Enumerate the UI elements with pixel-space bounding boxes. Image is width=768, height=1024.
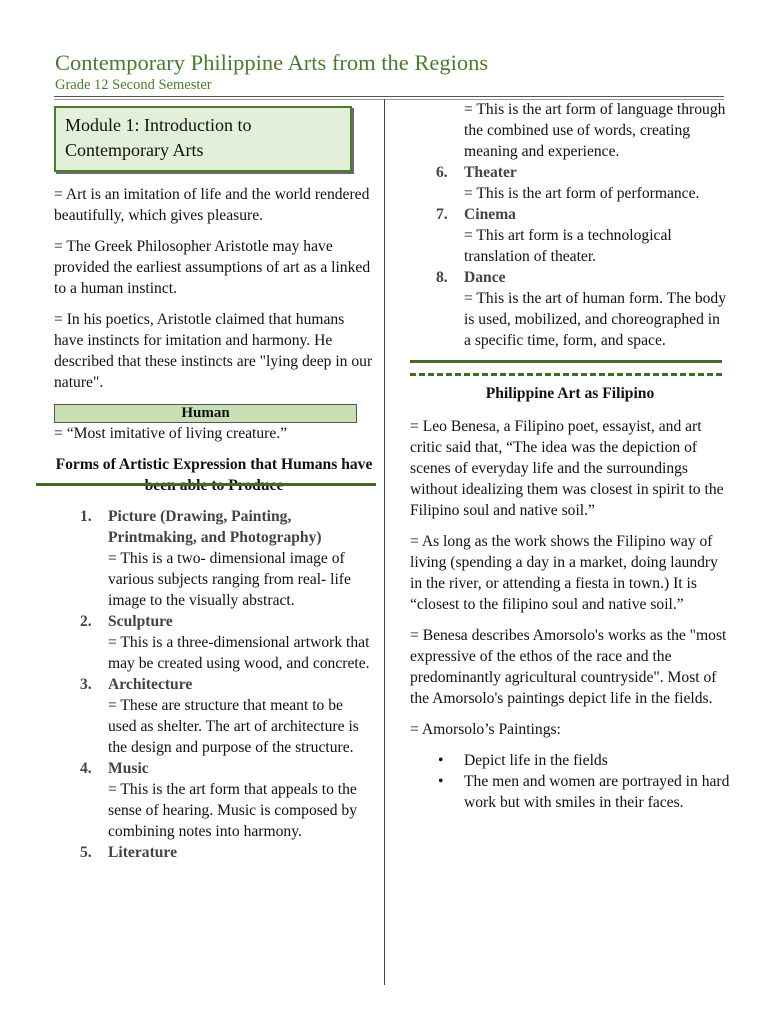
art-form-name: Sculpture — [108, 613, 173, 630]
list-item — [54, 842, 374, 863]
left-column — [54, 106, 374, 863]
art-form-description: = These are structure that meant to be used as shelter. The art of architecture is the design and purpose of the structure. — [108, 697, 359, 756]
right-column — [410, 99, 730, 813]
paragraph-poetics: = In his poetics, Aristotle claimed that humans have instincts for imitation and harmony. He described that these instincts are "lying deep in our nature". — [54, 311, 373, 391]
document-subtitle: Grade 12 Second Semester — [55, 77, 212, 93]
section-heading: Philippine Art as Filipino — [485, 385, 655, 402]
document-title: Contemporary Philippine Arts from the Regions — [55, 50, 489, 75]
bullet-text: The men and women are portrayed in hard work but with smiles in their faces. — [464, 773, 730, 811]
art-form-name: Theater — [464, 164, 517, 181]
list-item — [54, 611, 374, 674]
list-item — [410, 162, 730, 204]
module-title-box — [54, 106, 352, 172]
paragraph-aristotle: = The Greek Philosopher Aristotle may have provided the earliest assumptions of art as a linked to a human instinct. — [54, 238, 371, 297]
section-rule — [410, 360, 722, 363]
human-label: Human — [181, 405, 230, 421]
paragraph-filipino-living: = As long as the work shows the Filipino way of living (spending a day in a market, doing laundry in the river, or attending a fiesta in town.) It is “closest to the filipino soul and native soil.” — [410, 533, 718, 613]
list-number: 6. — [436, 164, 448, 181]
green-strike-line — [36, 483, 376, 486]
art-form-description: = This is the art of human form. The body is used, mobilized, and choreographed in a specific time, form, and space. — [464, 290, 727, 349]
human-description: = “Most imitative of living creature.” — [54, 425, 288, 442]
art-forms-list-continued — [410, 162, 730, 351]
art-form-name: Cinema — [464, 206, 516, 223]
list-item — [54, 758, 374, 842]
paintings-bullet-list — [410, 750, 730, 813]
human-label-bar — [54, 404, 357, 423]
list-item — [410, 750, 730, 771]
forms-heading-block — [54, 454, 374, 498]
art-form-name: Architecture — [108, 676, 193, 693]
list-number: 7. — [436, 206, 448, 223]
bullet-icon: • — [438, 773, 444, 790]
art-forms-list — [54, 506, 374, 863]
list-item — [410, 204, 730, 267]
paragraph-benesa: = Leo Benesa, a Filipino poet, essayist, and art critic said that, “The idea was the depiction of scenes of everyday life and the surroundings without idealizing them was closest in spirit to the Filipino soul and native soil.” — [410, 418, 724, 519]
bullet-text: Depict life in the fields — [464, 752, 608, 769]
column-divider — [384, 99, 385, 985]
paragraph-amorsolo: = Benesa describes Amorsolo's works as the "most expressive of the ethos of the race and the predominantly agricultural countryside". Most of the Amorsolo's paintings depict life in the fields. — [410, 627, 727, 707]
list-number: 1. — [80, 508, 92, 525]
art-form-description: = This is the art form of performance. — [464, 185, 700, 202]
list-item — [410, 267, 730, 351]
section-dashed-rule — [410, 373, 722, 376]
paragraph-art-imitation: = Art is an imitation of life and the world rendered beautifully, which gives pleasure. — [54, 186, 370, 224]
module-title: Module 1: Introduction to Contemporary Arts — [65, 115, 252, 160]
art-form-name: Picture (Drawing, Painting, Printmaking, and Photography) — [108, 508, 322, 546]
art-form-name: Literature — [108, 844, 177, 861]
bullet-icon: • — [438, 752, 444, 769]
list-number: 4. — [80, 760, 92, 777]
list-number: 8. — [436, 269, 448, 286]
literature-description: = This is the art form of language through the combined use of words, creating meaning and experience. — [464, 101, 726, 160]
header-rule — [54, 96, 724, 97]
list-number: 5. — [80, 844, 92, 861]
paragraph-amorsolo-paintings: = Amorsolo’s Paintings: — [410, 721, 561, 738]
art-form-name: Dance — [464, 269, 506, 286]
list-number: 2. — [80, 613, 92, 630]
forms-heading: Forms of Artistic Expression that Humans have — [55, 456, 373, 473]
list-item — [410, 771, 730, 813]
list-number: 3. — [80, 676, 92, 693]
art-form-description: = This is a two- dimensional image of various subjects ranging from real- life image to the visually abstract. — [108, 550, 351, 609]
list-item — [54, 674, 374, 758]
list-item — [54, 506, 374, 611]
art-form-name: Music — [108, 760, 149, 777]
art-form-description: = This is the art form that appeals to the sense of hearing. Music is composed by combining notes into harmony. — [108, 781, 358, 840]
art-form-description: = This is a three-dimensional artwork that may be created using wood, and concrete. — [108, 634, 370, 672]
art-form-description: = This art form is a technological translation of theater. — [464, 227, 672, 265]
